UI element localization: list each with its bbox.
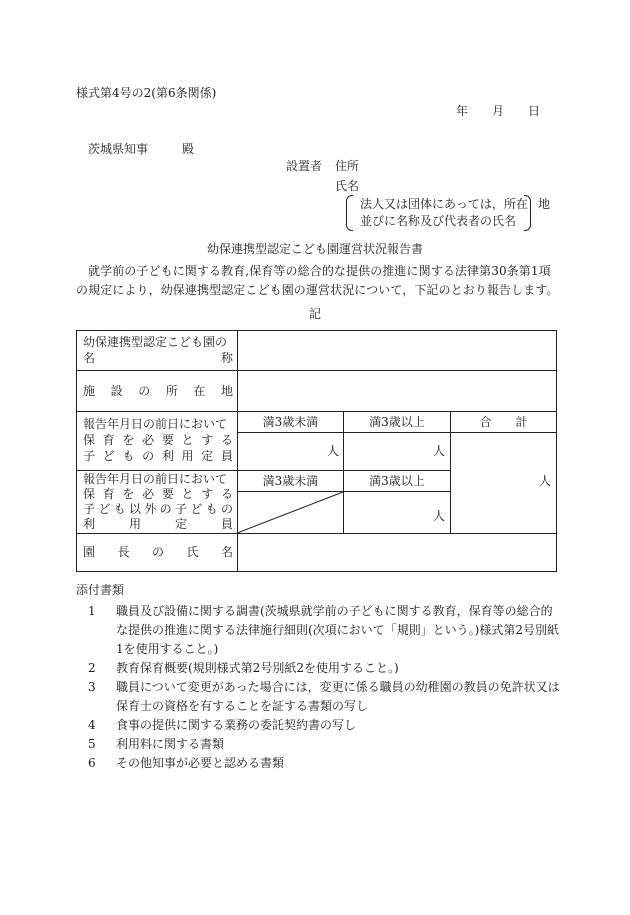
right-bracket [524, 195, 531, 231]
col-over3-header: 満3歳以上 [369, 415, 425, 429]
founder-note [346, 195, 551, 231]
attachments-list [88, 602, 560, 773]
note-tail: 地 [538, 197, 551, 211]
row-name-line1: 幼保連携型認定こども園の [83, 335, 228, 349]
director-name-field[interactable] [239, 535, 555, 571]
row-other-line1: 報告年月日の前日において [83, 472, 228, 486]
attachment-text: その他知事が必要と認める書類 [116, 756, 285, 770]
row-location: 施設の所在地 [83, 384, 233, 398]
attachment-item [88, 735, 560, 754]
care-over3-unit: 人 [433, 444, 446, 458]
row-other-line3: 子ども以外の子どもの [83, 502, 233, 516]
attachments-title: 添付書類 [76, 583, 125, 597]
row-care-line2: 保育を必要とする [83, 433, 233, 447]
note-line-1: 法人又は団体にあっては，所在 [360, 197, 528, 211]
attachment-text: 教育保育概要(規則様式第2号別紙2を使用すること。) [116, 661, 399, 675]
honorific: 殿 [182, 142, 195, 156]
attachment-item [88, 678, 560, 716]
col-total-header: 合 計 [479, 415, 528, 429]
row-care-line1: 報告年月日の前日において [83, 417, 228, 431]
row-care-line3: 子どもの利用定員 [83, 449, 233, 463]
attachment-number: 4 [88, 718, 96, 732]
attachment-number: 1 [88, 604, 96, 618]
attachment-item [88, 754, 560, 773]
governor-title: 茨城県知事 [88, 142, 149, 156]
total-unit: 人 [539, 474, 552, 488]
other-over3-unit: 人 [433, 509, 446, 523]
date-year-label: 年 [456, 104, 469, 118]
col-over3-header-2: 満3歳以上 [369, 474, 425, 488]
date-day-label: 日 [528, 104, 541, 118]
founder-label: 設置者 [286, 159, 323, 173]
attachment-number: 2 [88, 661, 96, 675]
row-director: 園長の氏名 [83, 545, 233, 559]
addressee [88, 142, 194, 157]
ki-label: 記 [308, 307, 321, 321]
col-under3-header-2: 満3歳未満 [262, 474, 319, 488]
document-title: 幼保連携型認定こども園運営状況報告書 [206, 242, 423, 256]
care-under3-unit: 人 [327, 444, 340, 458]
diagonal-slash [237, 491, 344, 534]
date-month-label: 月 [492, 104, 505, 118]
row-other-line4: 利用定員 [83, 517, 233, 531]
report-table [76, 330, 557, 572]
form-number: 様式第4号の2(第6条関係) [76, 86, 217, 100]
attachment-text: 職員及び設備に関する調書(茨城県就学前の子どもに関する教育，保育等の総合的な提供の推進に関する法律施行細則(次項において「規則」という。)様式第2号別紙1を使用すること。) [116, 604, 560, 656]
attachment-text: 利用料に関する書類 [116, 737, 225, 751]
col-under3-header: 満3歳未満 [262, 415, 319, 429]
left-bracket [346, 195, 353, 231]
attachment-item [88, 716, 560, 735]
address-label: 住所 [335, 159, 360, 173]
attachment-number: 6 [88, 756, 96, 770]
body-text: 就学前の子どもに関する教育,保育等の総合的な提供の推進に関する法律第30条第1項の規定により，幼保連携型認定こども園の運営状況について，下記のとおり報告します。 [76, 264, 559, 297]
row-name-line2: 名称 [83, 351, 233, 365]
name-label: 氏名 [335, 179, 360, 193]
facility-name-field[interactable] [239, 333, 555, 369]
row-other-line2: 保育を必要とする [83, 487, 233, 501]
attachment-number: 5 [88, 737, 96, 751]
attachment-number: 3 [88, 680, 96, 694]
facility-location-field[interactable] [239, 373, 555, 409]
attachment-item [88, 602, 560, 659]
attachment-text: 食事の提供に関する業務の委託契約書の写し [116, 718, 357, 732]
attachment-text: 職員について変更があった場合には，変更に係る職員の幼稚園の教員の免許状又は保育士の資格を有することを証する書類の写し [116, 680, 560, 713]
attachment-item [88, 659, 560, 678]
note-line-2: 並びに名称及び代表者の氏名 [360, 214, 517, 228]
